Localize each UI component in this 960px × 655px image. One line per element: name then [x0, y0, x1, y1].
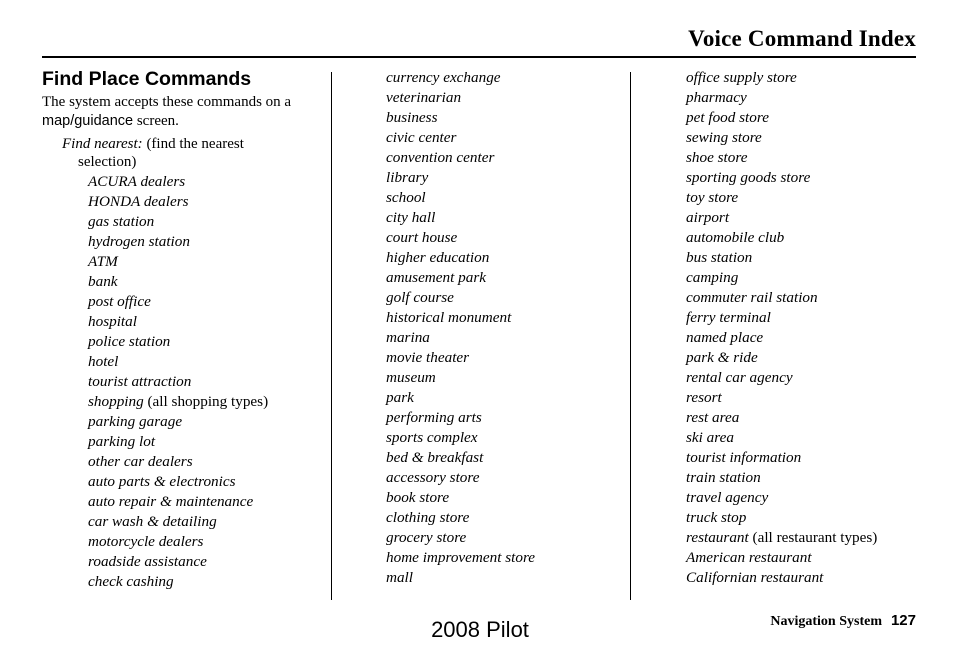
command-list-col1	[42, 172, 324, 592]
list-item	[686, 388, 926, 408]
command-text: golf course	[386, 289, 454, 306]
command-text: movie theater	[386, 349, 470, 366]
command-text: currency exchange	[386, 69, 501, 86]
list-item	[386, 168, 626, 188]
command-text: ATM	[88, 253, 118, 270]
command-text: rest area	[686, 409, 740, 426]
list-item	[386, 308, 626, 328]
list-item	[386, 348, 626, 368]
command-text: parking garage	[88, 413, 183, 430]
intro-before: The system accepts these commands on a	[42, 94, 292, 110]
list-item	[88, 392, 324, 412]
list-item	[386, 408, 626, 428]
command-text: bank	[88, 273, 118, 290]
column-2	[386, 68, 626, 588]
command-text: clothing store	[386, 509, 470, 526]
command-text: park & ride	[686, 349, 758, 366]
list-item	[88, 372, 324, 392]
command-text: city hall	[386, 209, 436, 226]
list-item	[386, 428, 626, 448]
list-item	[686, 508, 926, 528]
command-text: automobile club	[686, 229, 785, 246]
list-item	[686, 188, 926, 208]
command-text: accessory store	[386, 469, 480, 486]
list-item	[686, 528, 926, 548]
watermark: 2008 Pilot	[431, 617, 529, 642]
command-text: check cashing	[88, 573, 174, 590]
list-item	[686, 88, 926, 108]
command-text: resort	[686, 389, 722, 406]
command-text: rental car agency	[686, 369, 793, 386]
command-text: truck stop	[686, 509, 747, 526]
command-text: performing arts	[386, 409, 482, 426]
command-text: museum	[386, 369, 436, 386]
list-item	[686, 128, 926, 148]
command-text: post office	[88, 293, 151, 310]
list-item	[88, 412, 324, 432]
list-item	[686, 348, 926, 368]
section-heading: Find Place Commands	[42, 68, 252, 90]
list-item	[686, 68, 926, 88]
command-text: hospital	[88, 313, 137, 330]
command-text: motorcycle dealers	[88, 533, 204, 550]
command-text: convention center	[386, 149, 495, 166]
list-item	[386, 248, 626, 268]
command-text: American restaurant	[686, 549, 812, 566]
list-item	[88, 172, 324, 192]
page-number: 127	[890, 612, 916, 629]
header-rule	[42, 56, 916, 58]
command-text: auto repair & maintenance	[88, 493, 254, 510]
command-text: shoe store	[686, 149, 748, 166]
list-item	[88, 432, 324, 452]
command-text: train station	[686, 469, 761, 486]
command-text: travel agency	[686, 489, 769, 506]
command-text: mall	[386, 569, 414, 586]
command-text: hotel	[88, 353, 119, 370]
page-title: Voice Command Index	[688, 26, 916, 51]
list-item	[386, 208, 626, 228]
command-text: roadside assistance	[88, 553, 207, 570]
command-text: sewing store	[686, 129, 762, 146]
command-note: (all shopping types)	[143, 393, 269, 410]
command-text: sports complex	[386, 429, 478, 446]
list-item	[686, 368, 926, 388]
command-text: pet food store	[686, 109, 769, 126]
list-item	[386, 288, 626, 308]
list-item	[88, 532, 324, 552]
command-text: book store	[386, 489, 450, 506]
list-item	[386, 88, 626, 108]
list-item	[386, 268, 626, 288]
command-text: library	[386, 169, 429, 186]
command-text: amusement park	[386, 269, 486, 286]
list-item	[686, 548, 926, 568]
list-item	[686, 448, 926, 468]
command-text: Californian restaurant	[686, 569, 824, 586]
list-item	[386, 148, 626, 168]
command-text: restaurant	[686, 529, 749, 546]
list-item	[88, 192, 324, 212]
command-note: (all restaurant types)	[748, 529, 878, 546]
command-text: higher education	[386, 249, 490, 266]
command-text: commuter rail station	[686, 289, 818, 306]
command-list-col2	[386, 68, 626, 588]
command-text: business	[386, 109, 438, 126]
command-text: named place	[686, 329, 764, 346]
list-item	[88, 332, 324, 352]
command-text: bus station	[686, 249, 753, 266]
command-text: ACURA dealers	[88, 173, 186, 190]
command-text: airport	[686, 209, 730, 226]
list-item	[686, 108, 926, 128]
command-text: office supply store	[686, 69, 797, 86]
list-item	[386, 128, 626, 148]
list-item	[686, 268, 926, 288]
command-text: pharmacy	[686, 89, 747, 106]
command-text: bed & breakfast	[386, 449, 484, 466]
footer-label: Navigation System	[770, 614, 882, 629]
intro-text	[42, 93, 324, 131]
list-item	[386, 488, 626, 508]
list-item	[686, 288, 926, 308]
list-item	[686, 428, 926, 448]
list-item	[88, 292, 324, 312]
list-item	[686, 468, 926, 488]
intro-after: screen.	[133, 113, 179, 129]
list-item	[386, 568, 626, 588]
find-nearest-note-cont: selection)	[78, 154, 137, 170]
command-text: toy store	[686, 189, 739, 206]
list-item	[88, 452, 324, 472]
command-text: ski area	[686, 429, 734, 446]
column-1	[42, 68, 324, 592]
command-text: parking lot	[88, 433, 156, 450]
list-item	[686, 208, 926, 228]
command-text: tourist information	[686, 449, 802, 466]
column-divider-1	[331, 72, 332, 600]
command-text: ferry terminal	[686, 309, 771, 326]
list-item	[88, 312, 324, 332]
list-item	[386, 368, 626, 388]
command-text: school	[386, 189, 426, 206]
list-item	[386, 528, 626, 548]
command-text: auto parts & electronics	[88, 473, 236, 490]
list-item	[88, 272, 324, 292]
command-list-col3	[686, 68, 926, 588]
command-text: home improvement store	[386, 549, 536, 566]
list-item	[88, 472, 324, 492]
command-text: grocery store	[386, 529, 467, 546]
list-item	[88, 252, 324, 272]
list-item	[88, 572, 324, 592]
command-text: sporting goods store	[686, 169, 811, 186]
list-item	[686, 168, 926, 188]
command-text: court house	[386, 229, 458, 246]
list-item	[386, 68, 626, 88]
find-nearest-command	[42, 135, 324, 171]
command-text: hydrogen station	[88, 233, 190, 250]
list-item	[386, 468, 626, 488]
list-item	[686, 568, 926, 588]
command-text: marina	[386, 329, 430, 346]
column-divider-2	[630, 72, 631, 600]
list-item	[88, 492, 324, 512]
list-item	[386, 508, 626, 528]
list-item	[686, 148, 926, 168]
command-text: HONDA dealers	[88, 193, 189, 210]
find-nearest-note: (find the nearest	[142, 136, 244, 152]
command-text: gas station	[88, 213, 155, 230]
list-item	[686, 308, 926, 328]
list-item	[686, 248, 926, 268]
list-item	[686, 328, 926, 348]
command-text: veterinarian	[386, 89, 462, 106]
command-text: park	[386, 389, 414, 406]
list-item	[386, 548, 626, 568]
command-text: shopping	[88, 393, 144, 410]
list-item	[686, 488, 926, 508]
command-text: historical monument	[386, 309, 512, 326]
screen-name: map/guidance	[42, 113, 134, 129]
list-item	[88, 352, 324, 372]
command-text: tourist attraction	[88, 373, 192, 390]
find-nearest-label: Find nearest:	[62, 136, 143, 152]
list-item	[386, 188, 626, 208]
list-item	[88, 512, 324, 532]
list-item	[386, 448, 626, 468]
command-text: police station	[88, 333, 171, 350]
list-item	[88, 552, 324, 572]
list-item	[686, 228, 926, 248]
command-text: civic center	[386, 129, 457, 146]
column-3	[686, 68, 926, 588]
list-item	[88, 232, 324, 252]
list-item	[386, 388, 626, 408]
list-item	[386, 328, 626, 348]
list-item	[686, 408, 926, 428]
list-item	[386, 108, 626, 128]
command-text: car wash & detailing	[88, 513, 217, 530]
command-text: camping	[686, 269, 739, 286]
command-text: other car dealers	[88, 453, 193, 470]
list-item	[88, 212, 324, 232]
list-item	[386, 228, 626, 248]
